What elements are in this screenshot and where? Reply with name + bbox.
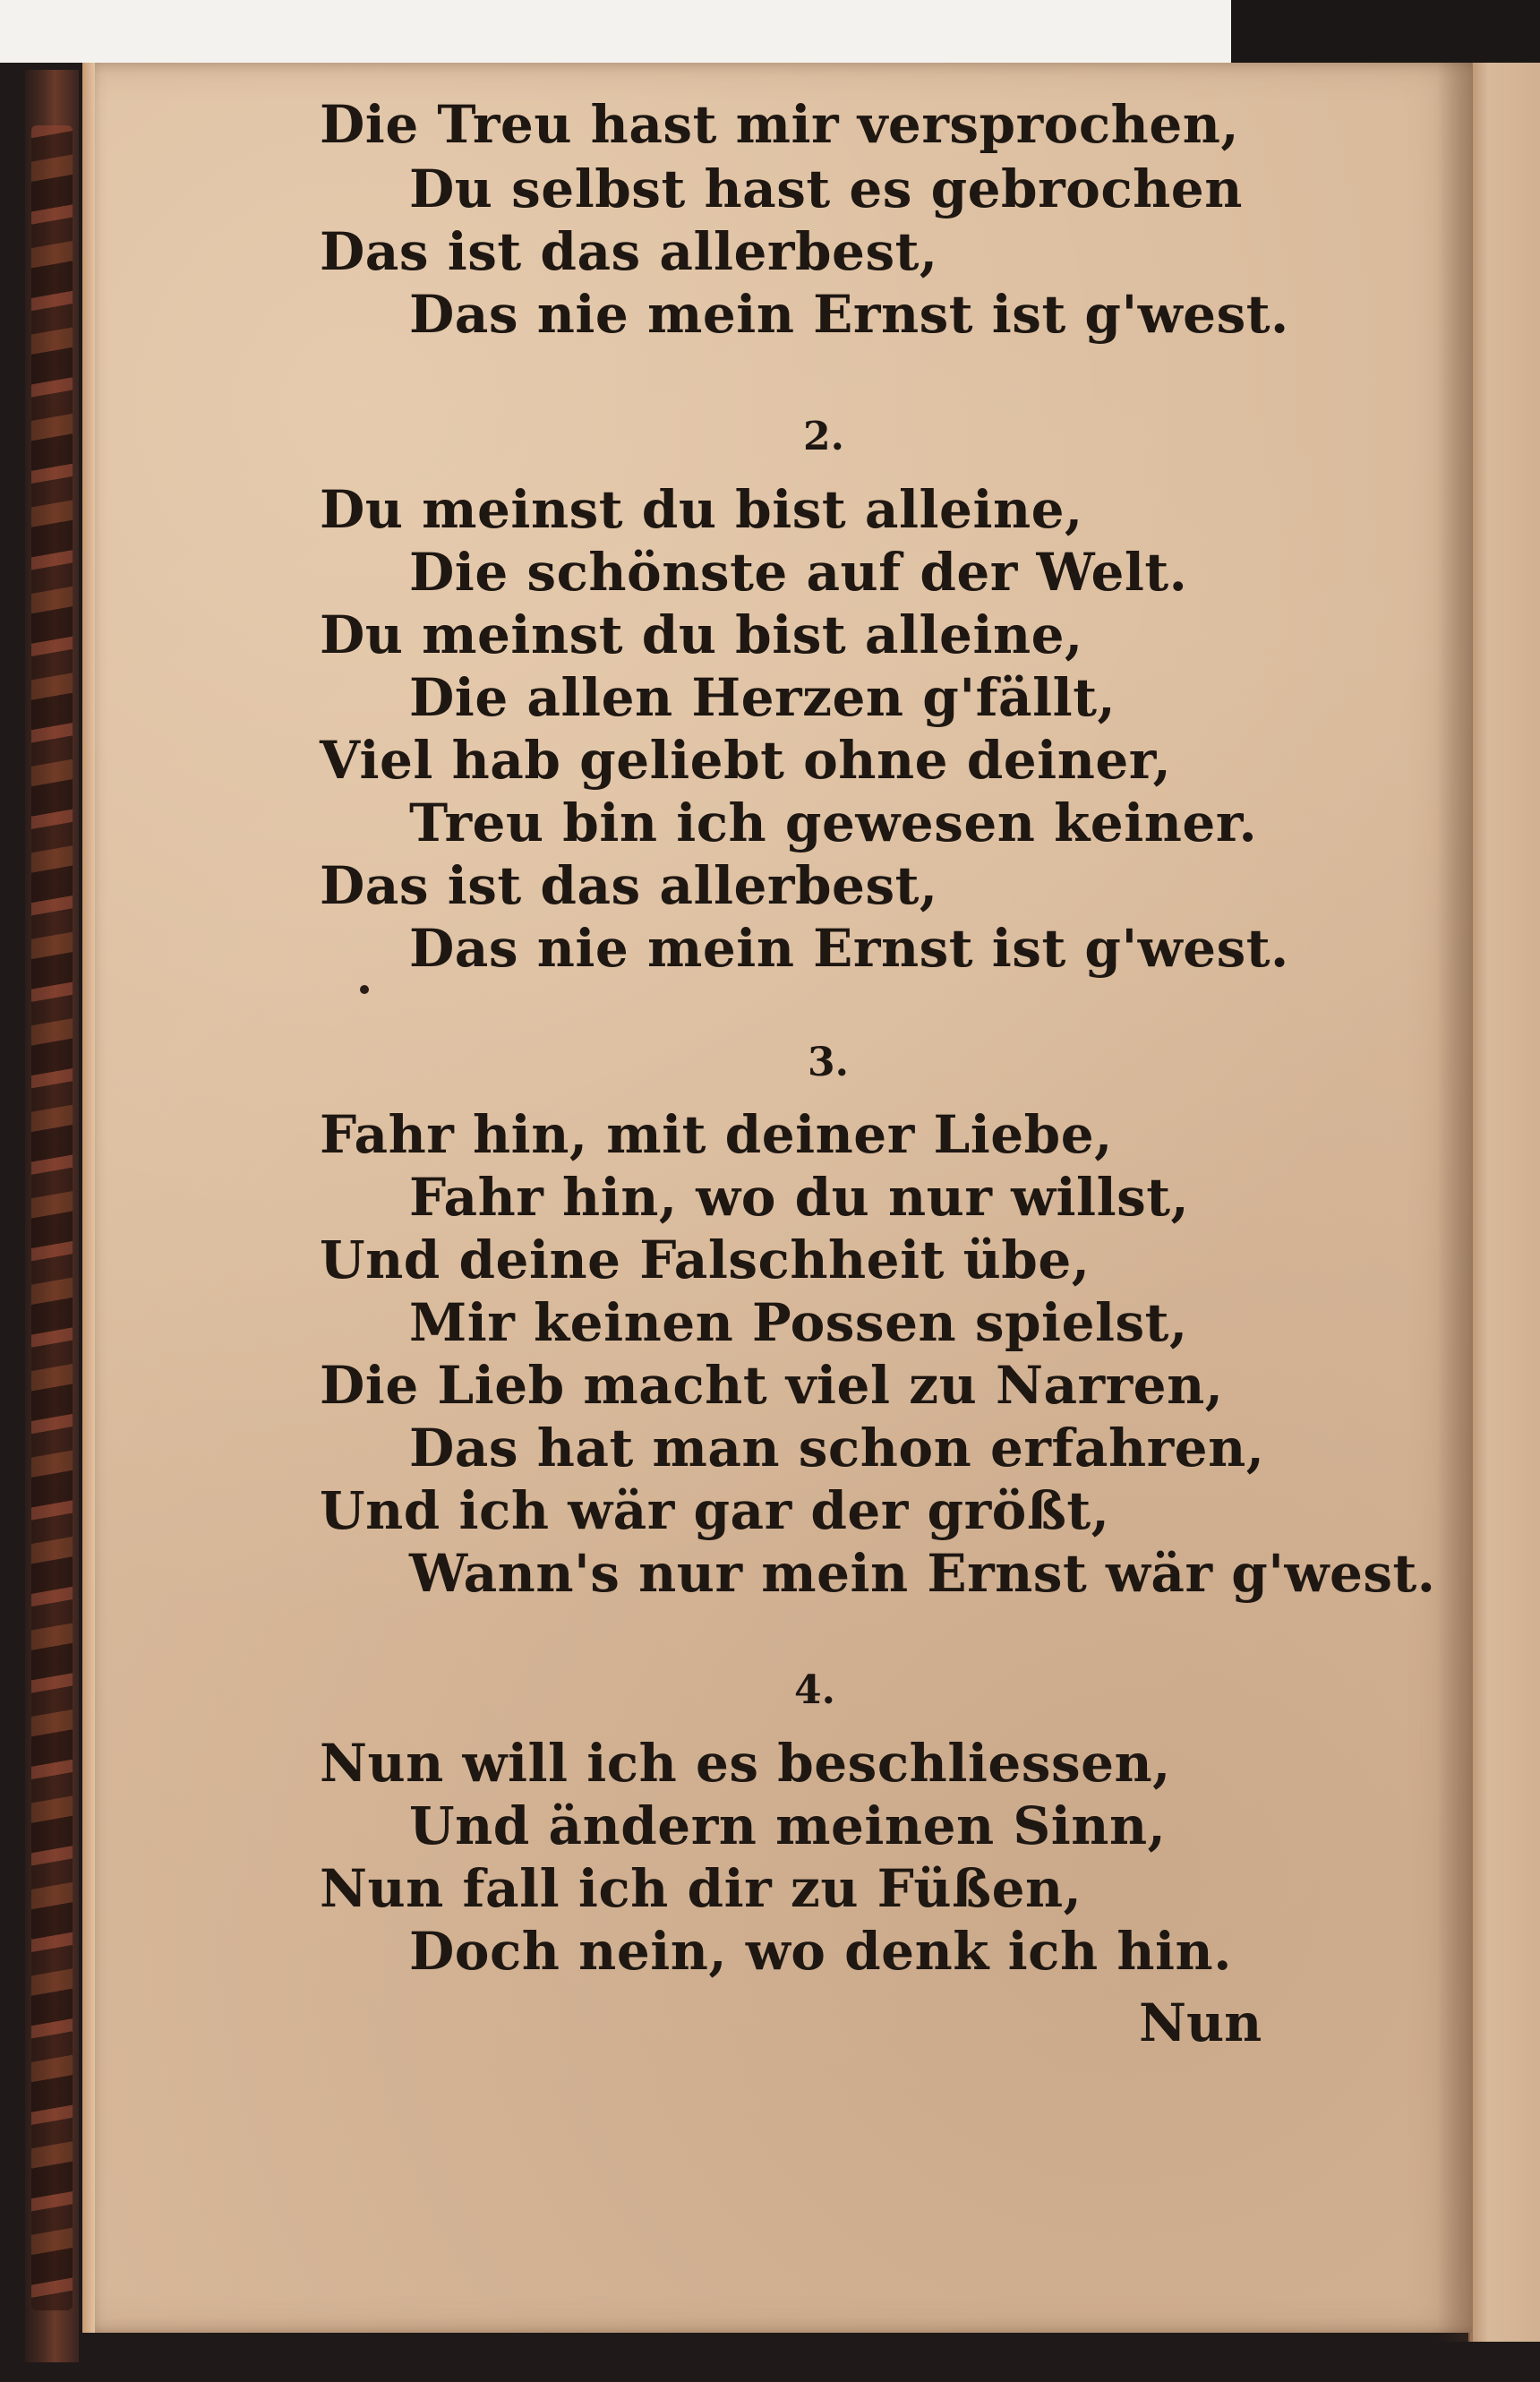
facing-page-edge [1468,63,1540,2342]
poem-line: Und ändern meinen Sinn, [409,1795,1167,1856]
gutter-shadow [1437,63,1473,2342]
poem-line: Treu bin ich gewesen keiner. [409,793,1258,853]
catchword: Nun [1139,1992,1262,2053]
poem-line: Die schönste auf der Welt. [409,542,1188,603]
scan-background-top [0,0,1231,63]
poem-line: Das ist das allerbest, [320,855,938,916]
stanza-number: 3. [808,1040,849,1085]
scan-background-corner [1231,0,1540,63]
poem-line: Du selbst hast es gebrochen [409,159,1243,219]
poem-line: Fahr hin, wo du nur willst, [409,1167,1190,1228]
poem-line: Nun will ich es beschliessen, [320,1733,1171,1794]
poem-line: Mir keinen Possen spielst, [409,1292,1188,1353]
stanza-number: 4. [794,1667,835,1713]
poem-text [82,63,1472,2333]
ink-speck [360,985,369,994]
poem-line: Und deine Falschheit übe, [320,1230,1091,1290]
poem-line: Und ich wär gar der größt, [320,1480,1110,1541]
poem-line: Wann's nur mein Ernst wär g'west. [409,1543,1436,1604]
poem-line: Das nie mein Ernst ist g'west. [409,918,1289,979]
poem-line: Nun fall ich dir zu Füßen, [320,1858,1082,1919]
poem-line: Fahr hin, mit deiner Liebe, [320,1104,1113,1165]
poem-line: Die Lieb macht viel zu Narren, [320,1355,1224,1416]
poem-line: Das ist das allerbest, [320,221,938,282]
page-edge [82,63,95,2333]
stanza-number: 2. [803,414,844,459]
poem-line: Die Treu hast mir versprochen, [320,94,1240,155]
poem-line: Das hat man schon erfahren, [409,1418,1265,1478]
poem-line: Du meinst du bist alleine, [320,604,1083,665]
poem-line: Das nie mein Ernst ist g'west. [409,284,1289,345]
book-page [82,63,1472,2333]
marbled-binding [31,125,73,2310]
poem-line: Doch nein, wo denk ich hin. [409,1921,1232,1982]
poem-line: Viel hab geliebt ohne deiner, [320,730,1172,791]
poem-line: Du meinst du bist alleine, [320,479,1083,540]
poem-line: Die allen Herzen g'fällt, [409,667,1116,728]
